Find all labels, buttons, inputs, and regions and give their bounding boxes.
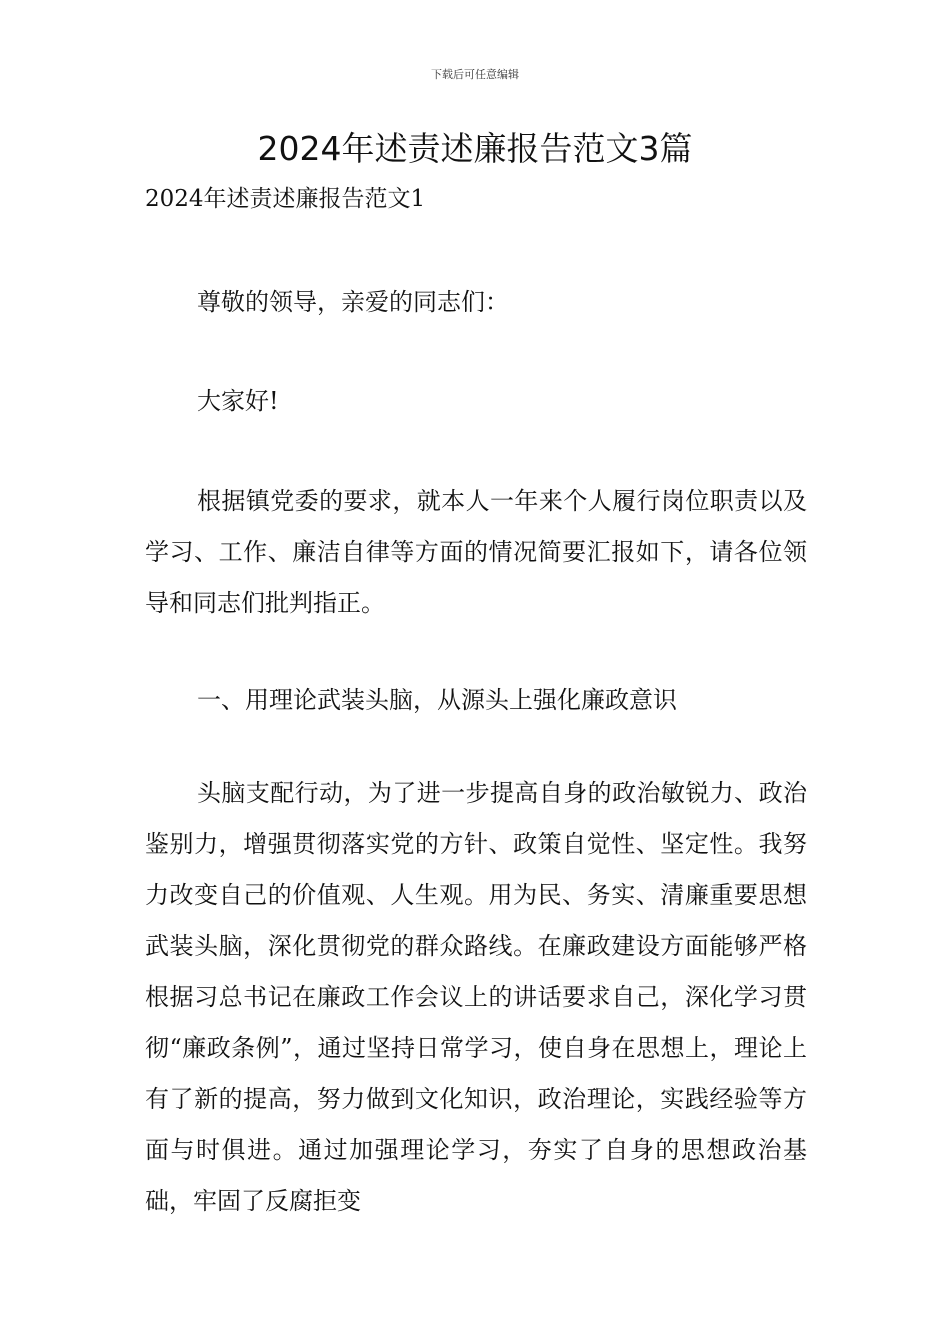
- section-subtitle: 2024年述责述廉报告范文1: [145, 186, 426, 212]
- greeting-paragraph: 尊敬的领导，亲爱的同志们：: [197, 288, 509, 316]
- hello-paragraph: 大家好!: [197, 387, 279, 415]
- section-heading: 一、用理论武装头脑，从源头上强化廉政意识: [197, 686, 677, 714]
- body-paragraph: 头脑支配行动，为了进一步提高自身的政治敏锐力、政治鉴别力，增强贯彻落实党的方针、政策自觉性、坚定性。我努力改变自己的价值观、人生观。用为民、务实、清廉重要思想武装头脑，深化贯彻党的群众路线。在廉政建设方面能够严格根据习总书记在廉政工作会议上的讲话要求自己，深化学习贯彻“廉政条例”，通过坚持日常学习，使自身在思想上，理论上有了新的提高，努力做到文化知识，政治理论，实践经验等方面与时俱进。通过加强理论学习，夯实了自身的思想政治基础，牢固了反腐拒变: [145, 779, 807, 1215]
- document-title: 2024年述责述廉报告范文3篇: [257, 129, 693, 168]
- intro-paragraph: 根据镇党委的要求，就本人一年来个人履行岗位职责以及学习、工作、廉洁自律等方面的情况简要汇报如下，请各位领导和同志们批判指正。: [145, 487, 807, 617]
- header-note: 下载后可任意编辑: [431, 68, 519, 81]
